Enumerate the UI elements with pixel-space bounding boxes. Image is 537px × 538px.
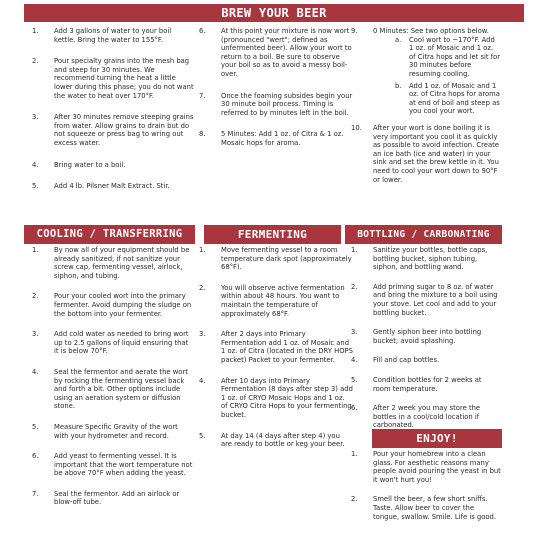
option-letter: b. bbox=[395, 81, 402, 90]
bottling-step-3 bbox=[345, 328, 501, 345]
fermenting-banner bbox=[204, 225, 341, 244]
step-number: 3. bbox=[32, 113, 39, 122]
enjoy-step-1 bbox=[345, 450, 501, 484]
option-text: Add 1 oz. of Mosaic and 1 oz. of Citra hops for aroma at end of boil and steep as you cool your wort. bbox=[409, 81, 500, 116]
step-text: After your wort is done boiling it is very important you cool it as quickly as possible to avoid infection. Create an ice bath (ice and water) in your sink and set the brew kettle in it. You need to cool your wort down to 90°F or lower. bbox=[373, 123, 499, 184]
enjoy-step-2 bbox=[345, 495, 501, 521]
brew-step-8 bbox=[193, 130, 353, 147]
step-text: Add yeast to fermenting vessel. It is important that the wort temperature not be above 70°F when adding the yeast. bbox=[54, 452, 193, 478]
brew-step-9 bbox=[345, 27, 501, 116]
step-number: 6. bbox=[351, 404, 358, 413]
enjoy-column bbox=[345, 450, 501, 530]
brew-your-beer-title: BREW YOUR BEER bbox=[221, 6, 327, 20]
brew-column-3 bbox=[345, 27, 501, 193]
brew-steps-list-1 bbox=[26, 27, 194, 191]
step-number: 4. bbox=[199, 376, 206, 385]
option-letter: a. bbox=[395, 35, 402, 44]
step-text: After 30 minutes remove steeping grains from water. Allow grains to drain but do not squeeze or press bag to wring out excess water. bbox=[54, 113, 194, 147]
step-number: 1. bbox=[351, 450, 358, 458]
brew-step-10 bbox=[345, 124, 501, 184]
step-text: After 10 days into Primary Fermentation (8 days after step 3) add 1 oz. of CRYO Mosaic Hops and 1 oz. of CRYO Citra Hops to your fermenting bucket. bbox=[221, 376, 353, 419]
brew-step-9-option-a bbox=[373, 36, 501, 79]
cooling-steps-list bbox=[26, 246, 194, 507]
step-number: 5. bbox=[351, 375, 358, 384]
fermenting-steps-list bbox=[193, 246, 353, 449]
step-text: After 2 days into Primary Fermentation add 1 oz. of Mosaic and 1 oz. of Citra (located in the DRY HOPS packet) Packet to your fermenter. bbox=[221, 330, 353, 364]
brew-step-1 bbox=[26, 27, 194, 44]
step-text: After 2 week you may store the bottles in a cool/cold location if carbonated. bbox=[373, 404, 481, 430]
step-text: By now all of your equipment should be already sanitized; if not sanitize your screw cap, fermenting vessel, airlock, siphon, and tubing. bbox=[54, 246, 190, 280]
step-number: 4. bbox=[351, 356, 358, 365]
step-text: At this point your mixture is now wort (pronounced "wert"; defined as unfermented beer). Allow your wort to return to a boil. Be sure to observe your boil so as to avoid a messy boil-over. bbox=[221, 27, 352, 78]
step-number: 3. bbox=[351, 328, 358, 337]
step-text: At day 14 (4 days after step 4) you are ready to bottle or keg your beer. bbox=[221, 431, 345, 449]
step-text: Pour your cooled wort into the primary fermenter. Avoid dumping the sludge on the bottom into your fermenter. bbox=[54, 292, 192, 318]
bottling-step-4 bbox=[345, 356, 501, 365]
enjoy-banner bbox=[372, 429, 502, 448]
fermenting-column bbox=[193, 246, 353, 458]
cooling-step-6 bbox=[26, 452, 194, 478]
bottling-step-2 bbox=[345, 283, 501, 317]
step-number: 4. bbox=[32, 367, 39, 376]
step-text: You will observe active fermentation within about 48 hours. You want to maintain the temperature of approximately 68°F. bbox=[221, 283, 345, 318]
bottling-carbonating-title: BOTTLING / CARBONATING bbox=[357, 229, 490, 240]
option-text: Cool wort to ~170°F. Add 1 oz. of Mosaic and 1 oz. of Citra hops and let sit for 30 minutes before resuming cooling. bbox=[409, 35, 501, 78]
cooling-step-3 bbox=[26, 330, 194, 356]
cooling-step-1 bbox=[26, 246, 194, 280]
bottling-steps-list bbox=[345, 246, 501, 430]
step-number: 8. bbox=[199, 130, 206, 139]
brew-steps-list-3 bbox=[345, 27, 501, 184]
step-text: Pour specialty grains into the mesh bag and steep for 30 minutes. We recommend turning the heat a little lower during this phase; you do not want the water to heat over 170°F. bbox=[54, 57, 194, 100]
step-number: 2. bbox=[32, 292, 39, 301]
step-text: Add 3 gallons of water to your boil kettle. Bring the water to 155°F. bbox=[54, 27, 172, 44]
brew-column-1 bbox=[26, 27, 194, 200]
brew-step-2 bbox=[26, 57, 194, 100]
bottling-step-6 bbox=[345, 404, 501, 430]
step-number: 1. bbox=[32, 246, 39, 254]
step-text: Bring water to a boil. bbox=[54, 160, 126, 169]
step-text: Move fermenting vessel to a room temperature dark spot (approximately 68°F). bbox=[221, 246, 352, 272]
brew-steps-list-2 bbox=[193, 27, 353, 148]
step-number: 9. bbox=[351, 27, 358, 35]
bottling-column bbox=[345, 246, 501, 439]
step-number: 5. bbox=[32, 422, 39, 431]
step-number: 10. bbox=[351, 123, 362, 132]
cooling-step-4 bbox=[26, 368, 194, 411]
brew-step-4 bbox=[26, 161, 194, 170]
step-text: Smell the beer, a few short sniffs. Taste. Allow beer to cover the tongue, swallow. Smile. Life is good. bbox=[373, 495, 497, 521]
step-text: Seal the fermentor and aerate the wort by rocking the fermenting vessel back and forth a bit. Other options include using an aeration system or diffusion stone. bbox=[54, 367, 188, 411]
step-number: 2. bbox=[199, 283, 206, 292]
step-text: Gently siphon beer into bottling bucket; avoid splashing. bbox=[373, 328, 482, 345]
step-number: 7. bbox=[32, 489, 39, 498]
step-number: 5. bbox=[32, 182, 39, 191]
cooling-transferring-title: COOLING / TRANSFERRING bbox=[36, 228, 183, 240]
step-text: 5 Minutes: Add 1 oz. of Citra & 1 oz. Mosaic hops for aroma. bbox=[221, 130, 344, 147]
fermenting-step-3 bbox=[193, 330, 353, 364]
cooling-step-7 bbox=[26, 490, 194, 507]
brew-column-2 bbox=[193, 27, 353, 157]
brew-step-9-options bbox=[373, 36, 501, 116]
brew-step-3 bbox=[26, 113, 194, 147]
brew-step-5 bbox=[26, 182, 194, 191]
step-number: 1. bbox=[199, 246, 206, 254]
fermenting-title: FERMENTING bbox=[237, 228, 308, 241]
bottling-carbonating-banner bbox=[345, 225, 502, 244]
step-text: Measure Specific Gravity of the wort with your hydrometer and record. bbox=[54, 422, 178, 440]
step-text: Once the foaming subsides begin your 30 minute boil process. Timing is referred to by minutes left in the boil. bbox=[221, 91, 353, 117]
step-text: Sanitize your bottles, bottle caps, bottling bucket, siphon tubing, siphon, and bottling wand. bbox=[373, 246, 488, 272]
step-number: 1. bbox=[351, 246, 358, 254]
fermenting-step-2 bbox=[193, 284, 353, 318]
step-text: Fill and cap bottles. bbox=[373, 356, 440, 365]
step-number: 5. bbox=[199, 431, 206, 440]
step-number: 1. bbox=[32, 27, 39, 35]
step-number: 3. bbox=[199, 330, 206, 339]
step-text: Add 4 lb. Pilsner Malt Extract. Stir. bbox=[54, 182, 170, 191]
step-number: 2. bbox=[32, 57, 39, 66]
bottling-step-5 bbox=[345, 376, 501, 393]
step-text: Seal the fermentor. Add an airlock or blow-off tube. bbox=[54, 489, 180, 507]
step-number: 7. bbox=[199, 91, 206, 100]
fermenting-step-5 bbox=[193, 432, 353, 449]
brew-your-beer-banner bbox=[24, 4, 524, 22]
enjoy-steps-list bbox=[345, 450, 501, 521]
enjoy-title: ENJOY! bbox=[416, 432, 458, 445]
cooling-column bbox=[26, 246, 194, 516]
brew-step-7 bbox=[193, 92, 353, 118]
step-number: 6. bbox=[32, 452, 39, 461]
fermenting-step-4 bbox=[193, 377, 353, 420]
step-number: 4. bbox=[32, 160, 39, 169]
step-text: Condition bottles for 2 weeks at room temperature. bbox=[373, 375, 482, 393]
step-number: 3. bbox=[32, 330, 39, 339]
cooling-transferring-banner bbox=[24, 225, 195, 244]
step-text: Pour your homebrew into a clean glass. For aesthetic reasons many people avoid pouring the yeast in but it won't hurt you! bbox=[373, 450, 501, 484]
bottling-step-1 bbox=[345, 246, 501, 272]
step-number: 2. bbox=[351, 282, 358, 291]
fermenting-step-1 bbox=[193, 246, 353, 272]
step-text: Add cold water as needed to bring wort up to 2.5 gallons of liquid ensuring that it is below 70°F. bbox=[54, 330, 189, 356]
cooling-step-5 bbox=[26, 423, 194, 440]
step-text: 0 Minutes: See two options below. bbox=[373, 27, 489, 35]
step-number: 2. bbox=[351, 495, 358, 504]
step-text: Add priming sugar to 8 oz. of water and bring the mixture to a boil using your stove. Let cool and add to your bottling bucket. bbox=[373, 282, 498, 317]
brew-step-6 bbox=[193, 27, 353, 79]
step-number: 6. bbox=[199, 27, 206, 35]
brew-step-9-option-b bbox=[373, 82, 501, 116]
cooling-step-2 bbox=[26, 292, 194, 318]
